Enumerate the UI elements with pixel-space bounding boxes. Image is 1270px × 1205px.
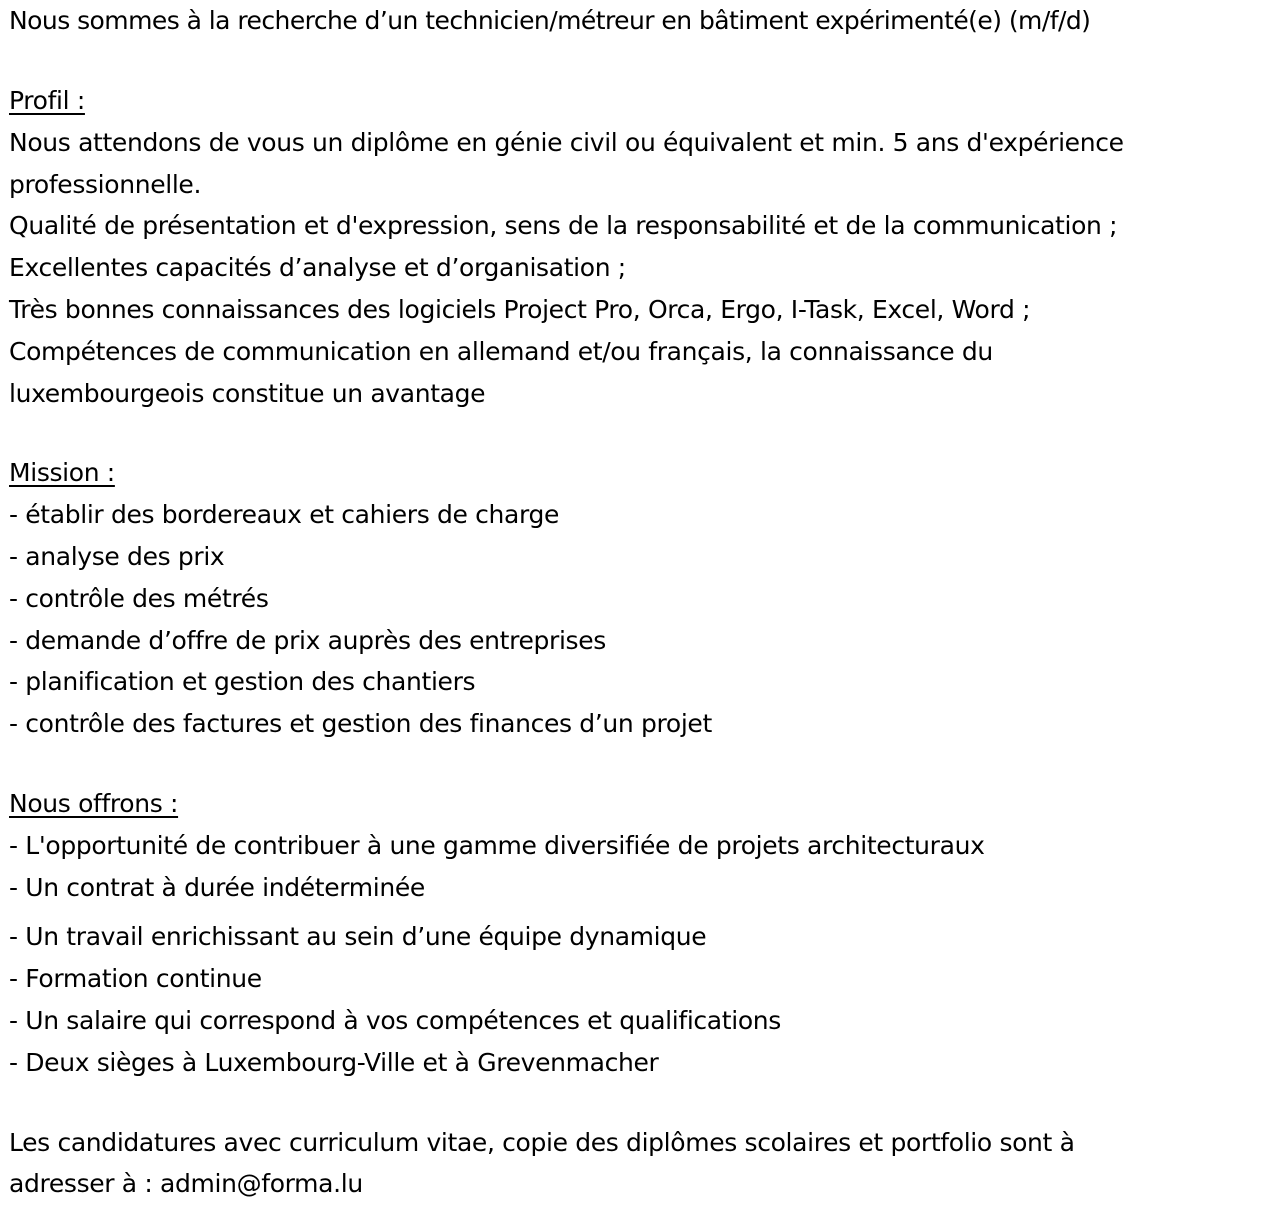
spacer (9, 414, 1270, 452)
mission-item: - demande d’offre de prix auprès des entreprises (9, 625, 606, 655)
offer-item: - L'opportunité de contribuer à une gamme diversifiée de projets architecturaux (9, 830, 985, 860)
mission-section (9, 452, 1270, 745)
offer-item: - Formation continue (9, 964, 262, 994)
profile-line: Très bonnes connaissances des logiciels Project Pro, Orca, Ergo, I-Task, Excel, Word ; (9, 294, 1031, 324)
offer-item: - Un contrat à durée indéterminée (9, 872, 425, 902)
mission-heading: Mission : (9, 458, 115, 488)
profile-line: Nous attendons de vous un diplôme en génie civil ou équivalent et min. 5 ans d'expérience (9, 127, 1124, 157)
application-line: Les candidatures avec curriculum vitae, copie des diplômes scolaires et portfolio sont à (9, 1127, 1075, 1157)
profile-line: Excellentes capacités d’analyse et d’organisation ; (9, 253, 626, 283)
mission-item: - planification et gestion des chantiers (9, 667, 476, 697)
profile-line: Qualité de présentation et d'expression, sens de la responsabilité et de la communication ; (9, 211, 1118, 241)
profile-line: Compétences de communication en allemand et/ou français, la connaissance du (9, 336, 993, 366)
mission-item: - établir des bordereaux et cahiers de charge (9, 500, 560, 530)
mission-item: - contrôle des factures et gestion des finances d’un projet (9, 709, 712, 739)
offer-item: - Un travail enrichissant au sein d’une équipe dynamique (9, 922, 707, 952)
offer-section (9, 783, 1270, 1084)
profile-line: professionnelle. (9, 169, 202, 199)
profile-line: luxembourgeois constitue un avantage (9, 378, 486, 408)
mission-item: - analyse des prix (9, 541, 225, 571)
page-title: Nous sommes à la recherche d’un technicien/métreur en bâtiment expérimenté(e) (m/f/d) (9, 6, 1091, 35)
profile-heading: Profil : (9, 86, 85, 115)
application-section (9, 1122, 1270, 1205)
offer-item: - Deux sièges à Luxembourg-Ville et à Grevenmacher (9, 1047, 659, 1077)
offer-heading: Nous offrons : (9, 788, 179, 818)
spacer (9, 1084, 1270, 1122)
spacer (9, 745, 1270, 783)
spacer (9, 908, 1270, 916)
profile-section (9, 80, 1270, 414)
application-line: adresser à : admin@forma.lu (9, 1169, 363, 1199)
offer-item: - Un salaire qui correspond à vos compétences et qualifications (9, 1005, 781, 1035)
mission-item: - contrôle des métrés (9, 583, 269, 613)
spacer (9, 42, 1270, 80)
